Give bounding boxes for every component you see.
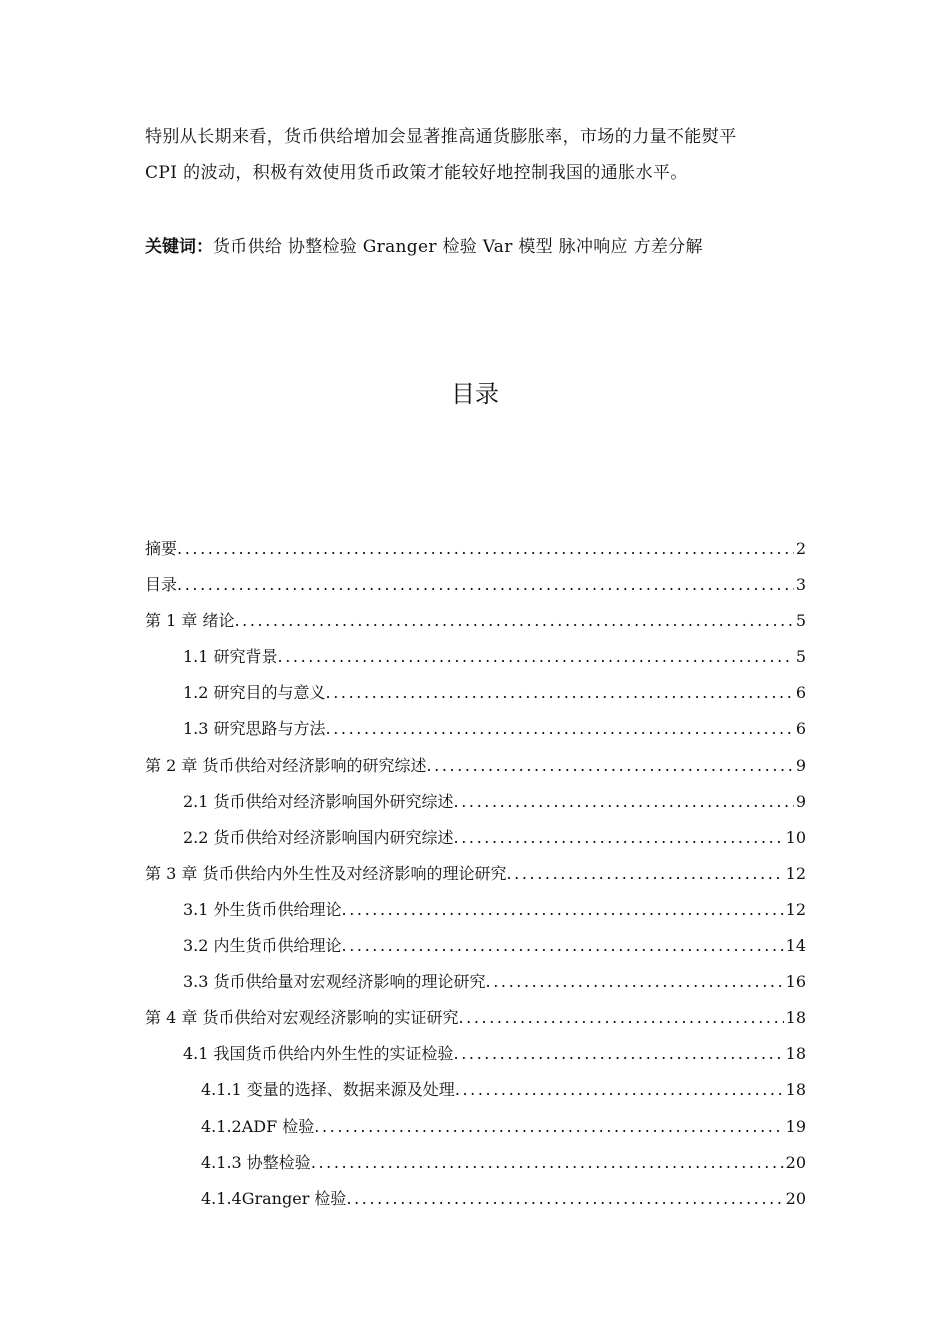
toc-entry-text: 第 4 章 货币供给对宏观经济影响的实证研究 [145,1008,459,1028]
toc-entry-text: 1.3 研究思路与方法 [183,719,326,739]
toc-dot-leader [455,1078,784,1102]
toc-entry-text: 4.1.1 变量的选择、数据来源及处理 [201,1080,455,1100]
toc-entry-page: 14 [785,936,806,956]
toc-entry-text: 第 3 章 货币供给内外生性及对经济影响的理论研究 [145,863,507,883]
toc-entry[interactable] [145,609,806,645]
toc-entry-page: 9 [795,755,806,775]
toc-entry-page: 18 [785,1008,806,1028]
toc-dot-leader [454,826,784,850]
abstract-line-1: 特别从长期来看，货币供给增加会显著推高通货膨胀率，市场的力量不能熨平 [145,127,737,147]
toc-entry-page: 6 [795,683,806,703]
toc-entry-page: 12 [785,899,806,919]
toc-entry-page: 20 [785,1152,806,1172]
toc-entry[interactable] [145,537,806,573]
toc-entry-text: 3.1 外生货币供给理论 [183,899,342,919]
toc-entry-text: 4.1 我国货币供给内外生性的实证检验 [183,1044,454,1064]
toc-entry-text: 第 1 章 绪论 [145,611,235,631]
toc-entry[interactable] [145,573,806,609]
toc-entry-page: 5 [795,647,806,667]
toc-dot-leader [314,1115,783,1139]
toc-entry-page: 16 [785,972,806,992]
toc-entry[interactable] [145,826,806,862]
toc-entry-text: 3.3 货币供给量对宏观经济影响的理论研究 [183,972,486,992]
toc-dot-leader [454,790,794,814]
toc-entry-text: 第 2 章 货币供给对经济影响的研究综述 [145,755,427,775]
toc-dot-leader [426,754,793,778]
toc-dot-leader [234,609,793,633]
toc-dot-leader [278,645,794,669]
table-of-contents [145,537,806,1223]
toc-entry[interactable] [145,717,806,753]
toc-dot-leader [486,970,784,994]
toc-dot-leader [454,1042,784,1066]
toc-entry[interactable] [145,1042,806,1078]
keywords-value: 货币供给 协整检验 Granger 检验 Var 模型 脉冲响应 方差分解 [213,237,703,257]
toc-dot-leader [342,898,784,922]
toc-dot-leader [326,681,794,705]
keywords [145,235,703,259]
toc-entry-text: 1.2 研究目的与意义 [183,683,326,703]
toc-entry-page: 18 [785,1044,806,1064]
toc-dot-leader [326,717,794,741]
toc-entry-page: 19 [785,1116,806,1136]
toc-entry[interactable] [145,1078,806,1114]
toc-entry-page: 9 [795,791,806,811]
abstract-line-2: CPI 的波动，积极有效使用货币政策才能较好地控制我国的通胀水平。 [145,163,688,183]
toc-dot-leader [177,573,794,597]
toc-entry-text: 4.1.3 协整检验 [201,1152,311,1172]
toc-entry[interactable] [145,970,806,1006]
toc-entry-text: 1.1 研究背景 [183,647,278,667]
toc-dot-leader [506,862,783,886]
toc-entry-page: 10 [785,827,806,847]
toc-entry-page: 6 [795,719,806,739]
toc-entry[interactable] [145,1115,806,1151]
toc-entry[interactable] [145,898,806,934]
toc-entry-page: 12 [785,863,806,883]
toc-entry[interactable] [145,1187,806,1223]
toc-dot-leader [346,1187,783,1211]
toc-dot-leader [458,1006,783,1030]
toc-entry-page: 18 [785,1080,806,1100]
toc-entry-page: 5 [795,611,806,631]
toc-dot-leader [311,1151,784,1175]
toc-entry-text: 2.2 货币供给对经济影响国内研究综述 [183,827,454,847]
toc-dot-leader [342,934,784,958]
toc-entry[interactable] [145,1006,806,1042]
toc-entry-text: 摘要 [145,539,178,558]
toc-entry[interactable] [145,790,806,826]
toc-entry-page: 2 [795,539,806,558]
toc-entry[interactable] [145,754,806,790]
toc-entry[interactable] [145,862,806,898]
toc-entry-text: 4.1.2ADF 检验 [201,1116,315,1136]
toc-dot-leader [177,537,794,561]
toc-entry-page: 20 [785,1188,806,1208]
toc-entry-text: 目录 [145,575,178,595]
toc-entry[interactable] [145,681,806,717]
toc-entry-text: 2.1 货币供给对经济影响国外研究综述 [183,791,454,811]
toc-entry[interactable] [145,1151,806,1187]
toc-title: 目录 [451,380,499,408]
toc-entry-page: 3 [795,575,806,595]
toc-entry-text: 3.2 内生货币供给理论 [183,936,342,956]
toc-entry[interactable] [145,934,806,970]
toc-entry[interactable] [145,645,806,681]
keywords-label: 关键词： [145,237,213,257]
toc-entry-text: 4.1.4Granger 检验 [201,1188,347,1208]
